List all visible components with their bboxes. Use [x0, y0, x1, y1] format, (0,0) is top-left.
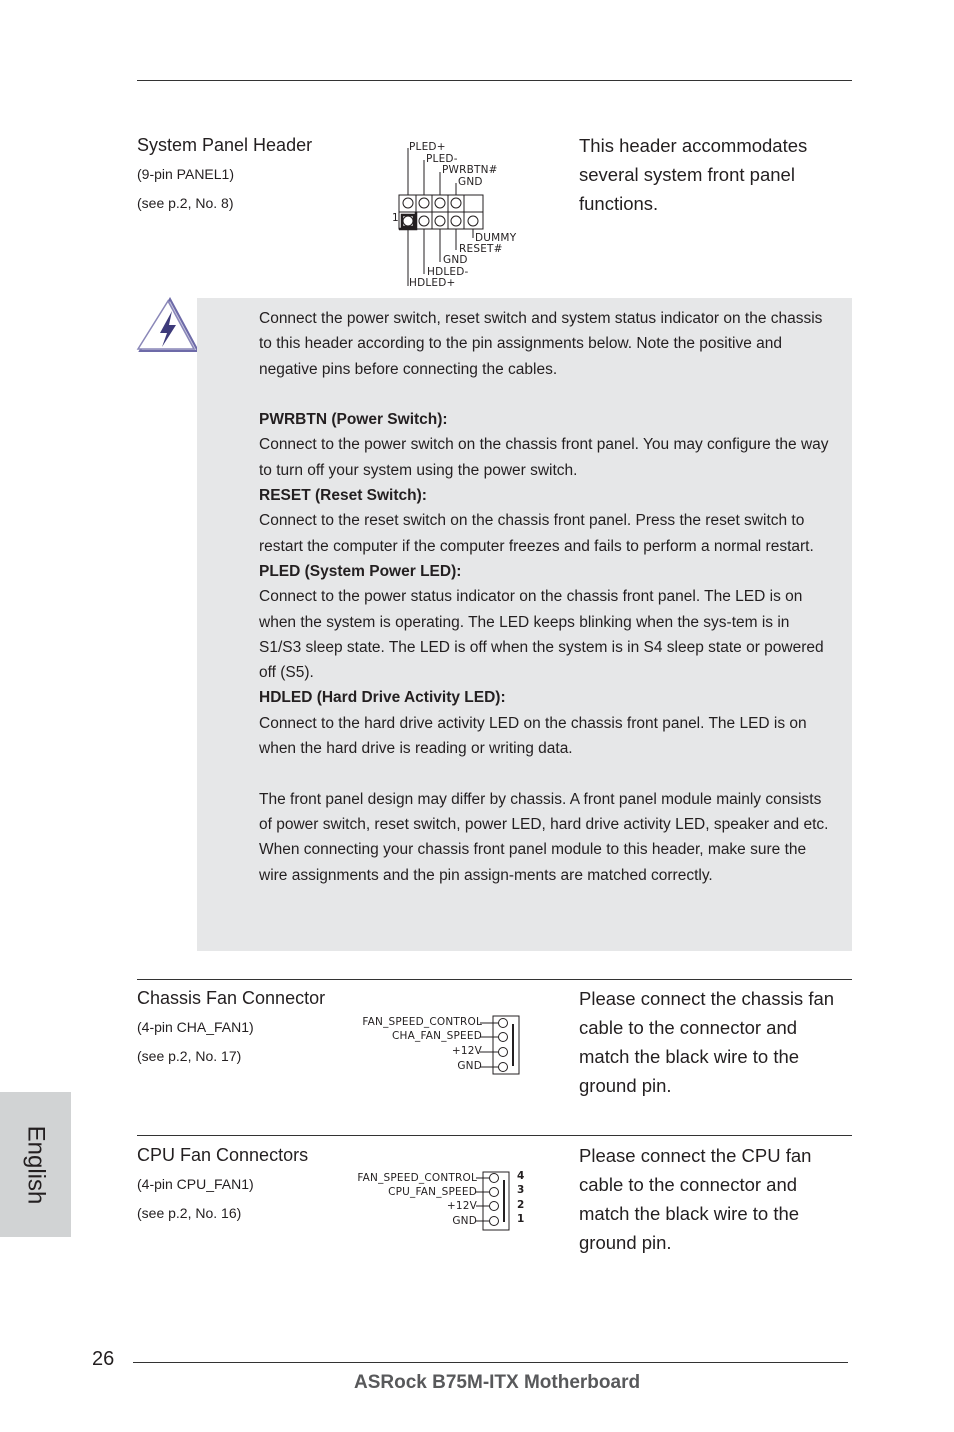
note-closing: The front panel design may differ by chassis. A front panel module mainly consists of power switch, reset switch, power LED, hard drive activity LED, speaker and etc. When connecting your chassis front panel module to this header, make sure the wire assignments and the pin assign-ments are matched correctly. — [259, 790, 829, 884]
chassis-fan-rule — [137, 979, 852, 980]
chassis-fan-label-gnd: GND — [457, 1060, 482, 1072]
language-tab-label: English — [22, 1125, 50, 1204]
pin-row-bottom — [402, 215, 478, 227]
pin-label-gnd-top: GND — [458, 176, 483, 188]
cpu-fan-see-ref: (see p.2, No. 16) — [137, 1205, 242, 1221]
page-number: 26 — [92, 1348, 115, 1370]
chassis-fan-pin-spec: (4-pin CHA_FAN1) — [137, 1019, 254, 1035]
description-line: ground pin. — [579, 1075, 672, 1096]
description-line: match the black wire to the — [579, 1203, 800, 1224]
footer-rule — [133, 1362, 848, 1363]
chassis-fan-label-12v: +12V — [451, 1045, 482, 1057]
cpu-fan-label-gnd: GND — [452, 1215, 477, 1227]
note-heading-reset: RESET (Reset Switch): — [259, 487, 427, 505]
description-line: This header accommodates — [579, 135, 808, 156]
pin-label-gnd-bottom: GND — [443, 254, 468, 266]
cpu-fan-label-speed-control: FAN_SPEED_CONTROL — [357, 1172, 477, 1184]
chassis-fan-label-fan-speed: CHA_FAN_SPEED — [392, 1030, 482, 1042]
cpu-fan-pin-number-4: 4 — [517, 1170, 525, 1182]
panel-header-see-ref: (see p.2, No. 8) — [137, 195, 234, 211]
pin-label-pwrbtn: PWRBTN# — [442, 164, 498, 176]
panel-header-pin-spec: (9-pin PANEL1) — [137, 166, 235, 182]
cpu-fan-pin-spec: (4-pin CPU_FAN1) — [137, 1176, 254, 1192]
cpu-fan-title: CPU Fan Connectors — [137, 1145, 309, 1165]
chassis-fan-title: Chassis Fan Connector — [137, 988, 326, 1008]
note-heading-pwrbtn: PWRBTN (Power Switch): — [259, 411, 448, 429]
footer-product: ASRock B75M-ITX Motherboard — [354, 1372, 641, 1393]
description-line: functions. — [579, 193, 659, 214]
description-line: cable to the connector and — [579, 1174, 798, 1195]
note-text-reset: Connect to the reset switch on the chassis front panel. Press the reset switch to restart the computer if the computer freezes and fails to perform a normal restart. — [259, 512, 814, 555]
chassis-fan-description — [579, 984, 854, 1100]
panel-header-title: System Panel Header — [137, 135, 313, 155]
pin-label-pled-plus: PLED+ — [409, 141, 446, 153]
note-text-pwrbtn: Connect to the power switch on the chassis front panel. You may configure the way to turn off your system using the power switch. — [259, 436, 829, 479]
panel-header-description — [579, 131, 849, 218]
pin-label-dummy: DUMMY — [475, 232, 517, 244]
language-tab-label-wrap — [3, 1092, 68, 1237]
chassis-fan-connector — [480, 1014, 526, 1076]
note-text-pled: Connect to the power status indicator on the chassis front panel. The LED is on when the system is operating. The LED keeps blinking when the sys-tem is in S1/S3 sleep state. The LED is off when the system is in S4 sleep state or powered off (S5). — [259, 588, 824, 682]
description-line: ground pin. — [579, 1232, 672, 1253]
note-heading-pled: PLED (System Power LED): — [259, 562, 462, 580]
description-line: match the black wire to the — [579, 1046, 800, 1067]
note-text — [259, 306, 829, 888]
description-line: cable to the connector and — [579, 1017, 798, 1038]
cpu-fan-pin-number-2: 2 — [517, 1199, 525, 1211]
note-heading-hdled: HDLED (Hard Drive Activity LED): — [259, 689, 506, 707]
cpu-fan-description — [579, 1141, 854, 1257]
pin-label-reset: RESET# — [459, 243, 503, 255]
cpu-fan-label-fan-speed: CPU_FAN_SPEED — [388, 1186, 477, 1198]
cpu-fan-connector — [476, 1170, 516, 1232]
chassis-fan-label-speed-control: FAN_SPEED_CONTROL — [362, 1016, 482, 1028]
cpu-fan-label-12v: +12V — [446, 1200, 477, 1212]
cpu-fan-pin-number-3: 3 — [517, 1184, 525, 1196]
pin-label-pled-minus: PLED- — [426, 153, 458, 165]
cpu-fan-pin-number-1: 1 — [517, 1213, 525, 1225]
note-text-hdled: Connect to the hard drive activity LED on the chassis front panel. The LED is on when the hard drive is reading or writing data. — [259, 714, 807, 758]
pin-label-hdled-minus: HDLED- — [427, 266, 469, 278]
description-line: several system front panel — [579, 164, 795, 185]
description-line: Please connect the CPU fan — [579, 1145, 812, 1166]
pin-label-hdled-plus: HDLED+ — [409, 277, 456, 289]
description-line: Please connect the chassis fan — [579, 988, 835, 1009]
pin-label-one: 1 — [392, 212, 399, 224]
note-intro: Connect the power switch, reset switch and system status indicator on the chassis to this header according to the pin assignments below. Note the positive and negative pins before connecting the cables. — [259, 310, 823, 378]
cpu-fan-rule — [137, 1135, 852, 1136]
warning-icon — [136, 297, 200, 357]
top-rule — [137, 80, 852, 81]
chassis-fan-see-ref: (see p.2, No. 17) — [137, 1048, 242, 1064]
